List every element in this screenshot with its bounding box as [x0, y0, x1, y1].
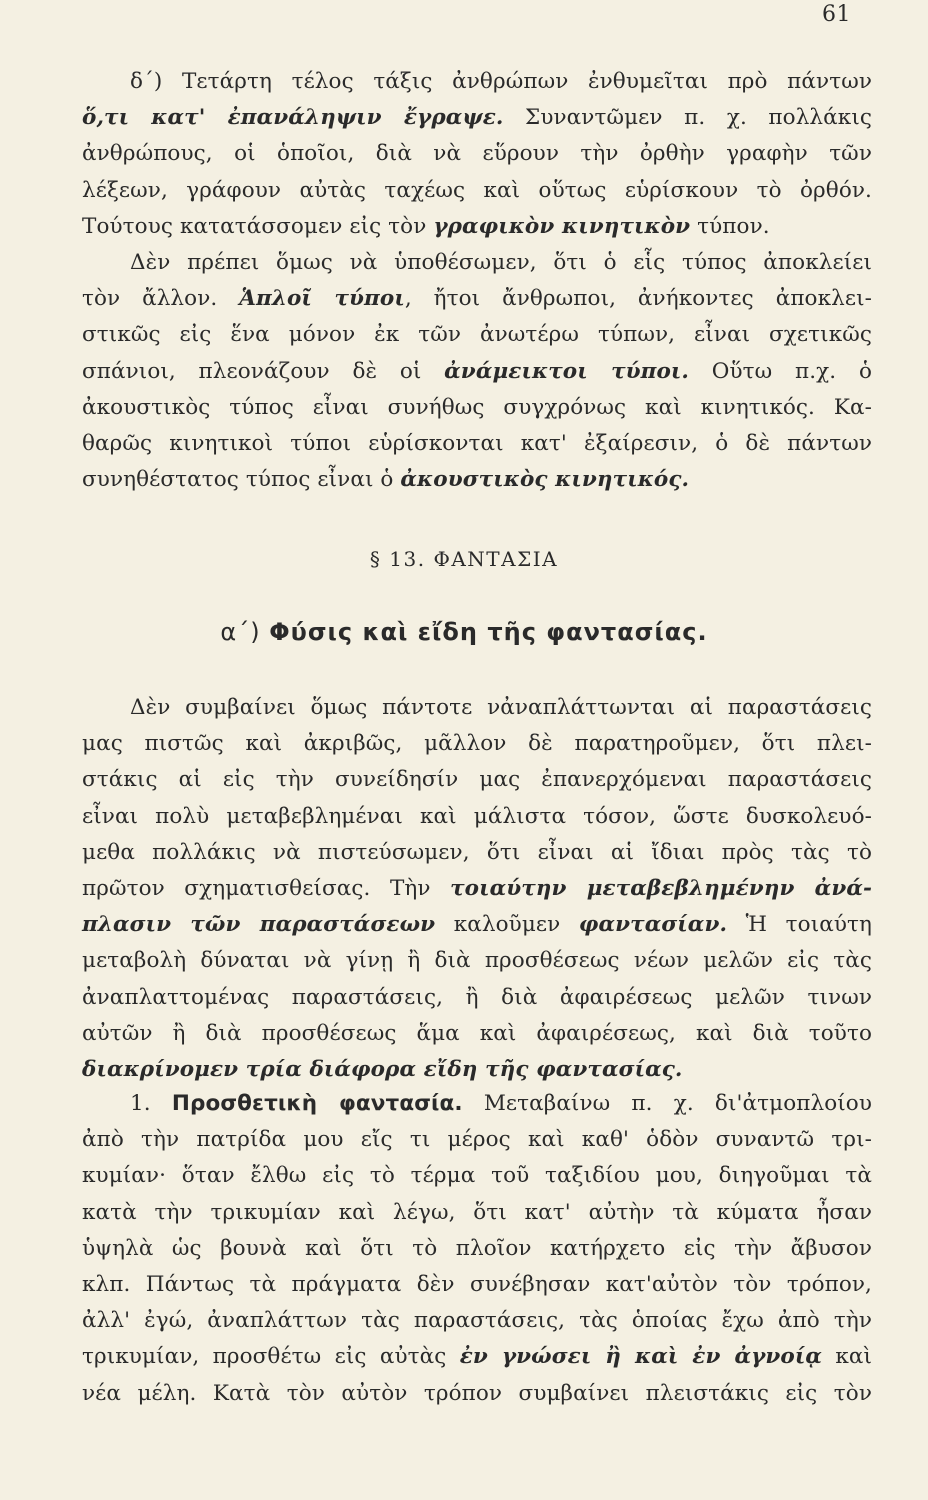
- text-line: [82, 100, 872, 136]
- text-line: [82, 871, 872, 907]
- subsection-title: Φύσις καὶ εἴδη τῆς φαντασίας.: [269, 618, 708, 646]
- emphasis-text: ἀκουστικὸς κινητικός.: [400, 467, 690, 493]
- text-segment: δ΄) Τετάρτη τέλος τάξις ἀνθρώπων ἐνθυμεῖται πρὸ πάντων: [130, 69, 872, 94]
- text-segment: τὸν ἄλλον.: [82, 286, 240, 312]
- text-segment: εἶναι πολὺ μεταβεβλημέναι καὶ μάλιστα τόσον, ὥστε δυσκολευό-: [82, 803, 872, 829]
- emphasis-text: τοιαύτην μεταβεβλημένην ἀνά-: [450, 876, 872, 902]
- text-segment: καλοῦμεν: [435, 912, 579, 938]
- text-segment: νέα μέλη. Κατὰ τὸν αὐτὸν τρόπον συμβαίνει πλειστάκις εἰς τὸν: [82, 1380, 872, 1406]
- emphasis-text: Προσθετικὴ φαντασία.: [171, 1091, 463, 1116]
- text-line: [82, 690, 872, 726]
- text-line: [82, 462, 872, 498]
- text-segment: πρῶτον σχηματισθείσας. Τὴν: [82, 876, 451, 902]
- text-line: [82, 1339, 872, 1375]
- text-line: [82, 173, 872, 209]
- text-segment: Οὕτω π.χ. ὁ: [689, 358, 872, 384]
- text-segment: θαρῶς κινητικοὶ τύποι εὑρίσκονται κατ' ἐξαίρεσιν, ὁ δὲ πάντων: [82, 431, 872, 457]
- text-segment: καὶ: [822, 1344, 873, 1370]
- paragraph-delta: [82, 64, 872, 498]
- text-segment: κατὰ τὴν τρικυμίαν καὶ λέγω, ὅτι κατ' αὐτὴν τὰ κύματα ἦσαν: [82, 1199, 872, 1225]
- emphasis-text: φαντασίαν.: [578, 912, 728, 938]
- text-segment: τύπον.: [690, 213, 770, 239]
- text-segment: ἀλλ' ἐγώ, ἀναπλάττων τὰς παραστάσεις, τὰς ὁποίας ἔχω ἀπὸ τὴν: [82, 1308, 872, 1334]
- text-segment: ἀναπλαττομένας παραστάσεις, ἢ διὰ ἀφαιρέσεως μελῶν τινων: [82, 984, 872, 1010]
- text-segment: ὑψηλὰ ὡς βουνὰ καὶ ὅτι τὸ πλοῖον κατήρχετο εἰς τὴν ἄβυσον: [82, 1235, 872, 1261]
- subsection-label: α΄): [220, 618, 261, 646]
- text-line: [82, 835, 872, 871]
- text-segment: ἀκουστικὸς τύπος εἶναι συνήθως συγχρόνως καὶ κινητικός. Κα-: [82, 394, 872, 420]
- paragraph-additive-fantasy: [82, 1086, 872, 1412]
- text-segment: μεθα πολλάκις νὰ πιστεύσωμεν, ὅτι εἶναι αἱ ἴδιαι πρὸς τὰς τὸ: [82, 839, 872, 865]
- text-line: [82, 1122, 872, 1158]
- text-line: [82, 1303, 872, 1339]
- text-line: [82, 1376, 872, 1412]
- text-segment: ἀνθρώπους, οἱ ὁποῖοι, διὰ νὰ εὕρουν τὴν ὀρθὴν γραφὴν τῶν: [82, 141, 872, 167]
- text-segment: 1.: [130, 1091, 172, 1116]
- emphasis-text: ὅ,τι κατ' ἐπανάληψιν ἔγραψε.: [82, 105, 504, 131]
- text-segment: αὐτῶν ἢ διὰ προσθέσεως ἅμα καὶ ἀφαιρέσεως, καὶ διὰ τοῦτο: [82, 1020, 872, 1046]
- text-line: [82, 762, 872, 798]
- emphasis-text: ἐν γνώσει ἢ καὶ ἐν ἀγνοίᾳ: [459, 1344, 823, 1370]
- text-line: [82, 1231, 872, 1267]
- text-line: [82, 390, 872, 426]
- subsection-heading: [0, 618, 928, 646]
- emphasis-text: πλασιν τῶν παραστάσεων: [82, 912, 436, 938]
- text-line: [82, 1052, 872, 1088]
- text-line: [82, 1267, 872, 1303]
- text-line: [82, 1195, 872, 1231]
- text-line: [82, 281, 872, 317]
- text-segment: κλπ. Πάντως τὰ πράγματα δὲν συνέβησαν κατ'αὐτὸν τὸν τρόπον,: [82, 1272, 872, 1298]
- text-line: [82, 426, 872, 462]
- text-segment: μας πιστῶς καὶ ἀκριβῶς, μᾶλλον δὲ παρατηροῦμεν, ὅτι πλει-: [82, 731, 872, 757]
- text-segment: σπάνιοι, πλεονάζουν δὲ οἱ: [82, 358, 445, 384]
- text-line: [82, 209, 872, 245]
- emphasis-text: γραφικὸν κινητικὸν: [433, 213, 691, 239]
- text-line: [82, 245, 872, 281]
- text-line: [82, 980, 872, 1016]
- text-line: [82, 907, 872, 943]
- text-segment: κυμίαν· ὅταν ἔλθω εἰς τὸ τέρμα τοῦ ταξιδίου μου, διηγοῦμαι τὰ: [82, 1163, 872, 1189]
- text-segment: στικῶς εἰς ἕνα μόνον ἐκ τῶν ἀνωτέρω τύπων, εἶναι σχετικῶς: [82, 322, 872, 348]
- emphasis-text: διακρίνομεν τρία διάφορα εἴδη τῆς φαντασίας.: [82, 1057, 683, 1083]
- text-segment: Δὲν πρέπει ὅμως νὰ ὑποθέσωμεν, ὅτι ὁ εἷς τύπος ἀποκλείει: [130, 250, 872, 276]
- text-line: [82, 726, 872, 762]
- text-segment: Τούτους κατατάσσομεν εἰς τὸν: [82, 213, 434, 239]
- text-line: [82, 354, 872, 390]
- text-segment: Μεταβαίνω π. χ. δι'ἀτμοπλοίου: [462, 1091, 872, 1116]
- text-segment: συνηθέστατος τύπος εἶναι ὁ: [82, 467, 401, 493]
- text-segment: ἀπὸ τὴν πατρίδα μου εἴς τι μέρος καὶ καθ' ὁδὸν συναντῶ τρι-: [82, 1127, 872, 1153]
- paragraph-fantasia: [82, 690, 872, 1088]
- section-heading: § 13. ΦΑΝΤΑΣΙΑ: [369, 547, 559, 571]
- text-line: [82, 1158, 872, 1194]
- text-line: [82, 799, 872, 835]
- text-line: [82, 1016, 872, 1052]
- text-segment: τρικυμίαν, προσθέτω εἰς αὐτὰς: [82, 1344, 460, 1370]
- text-segment: Δὲν συμβαίνει ὅμως πάντοτε νἀναπλάττωνται αἱ παραστάσεις: [130, 695, 872, 720]
- text-line: [82, 1086, 872, 1122]
- text-line: [82, 64, 872, 100]
- text-segment: λέξεων, γράφουν αὐτὰς ταχέως καὶ οὕτως εὑρίσκουν τὸ ὀρθόν.: [82, 177, 872, 203]
- text-line: [82, 943, 872, 979]
- emphasis-text: ἀνάμεικτοι τύποι.: [444, 358, 690, 384]
- text-segment: στάκις αἱ εἰς τὴν συνείδησίν μας ἐπανερχόμεναι παραστάσεις: [82, 767, 872, 793]
- text-segment: , ἤτοι ἄνθρωποι, ἀνήκοντες ἀποκλει-: [404, 286, 872, 312]
- text-line: [82, 317, 872, 353]
- text-segment: μεταβολὴ δύναται νὰ γίνῃ ἢ διὰ προσθέσεως νέων μελῶν εἰς τὰς: [82, 948, 872, 974]
- text-segment: Ἡ τοιαύτη: [727, 912, 872, 938]
- text-line: [82, 136, 872, 172]
- emphasis-text: Ἁπλοῖ τύποι: [239, 286, 405, 312]
- text-segment: Συναντῶμεν π. χ. πολλάκις: [503, 105, 872, 131]
- page-number: 61: [822, 2, 851, 27]
